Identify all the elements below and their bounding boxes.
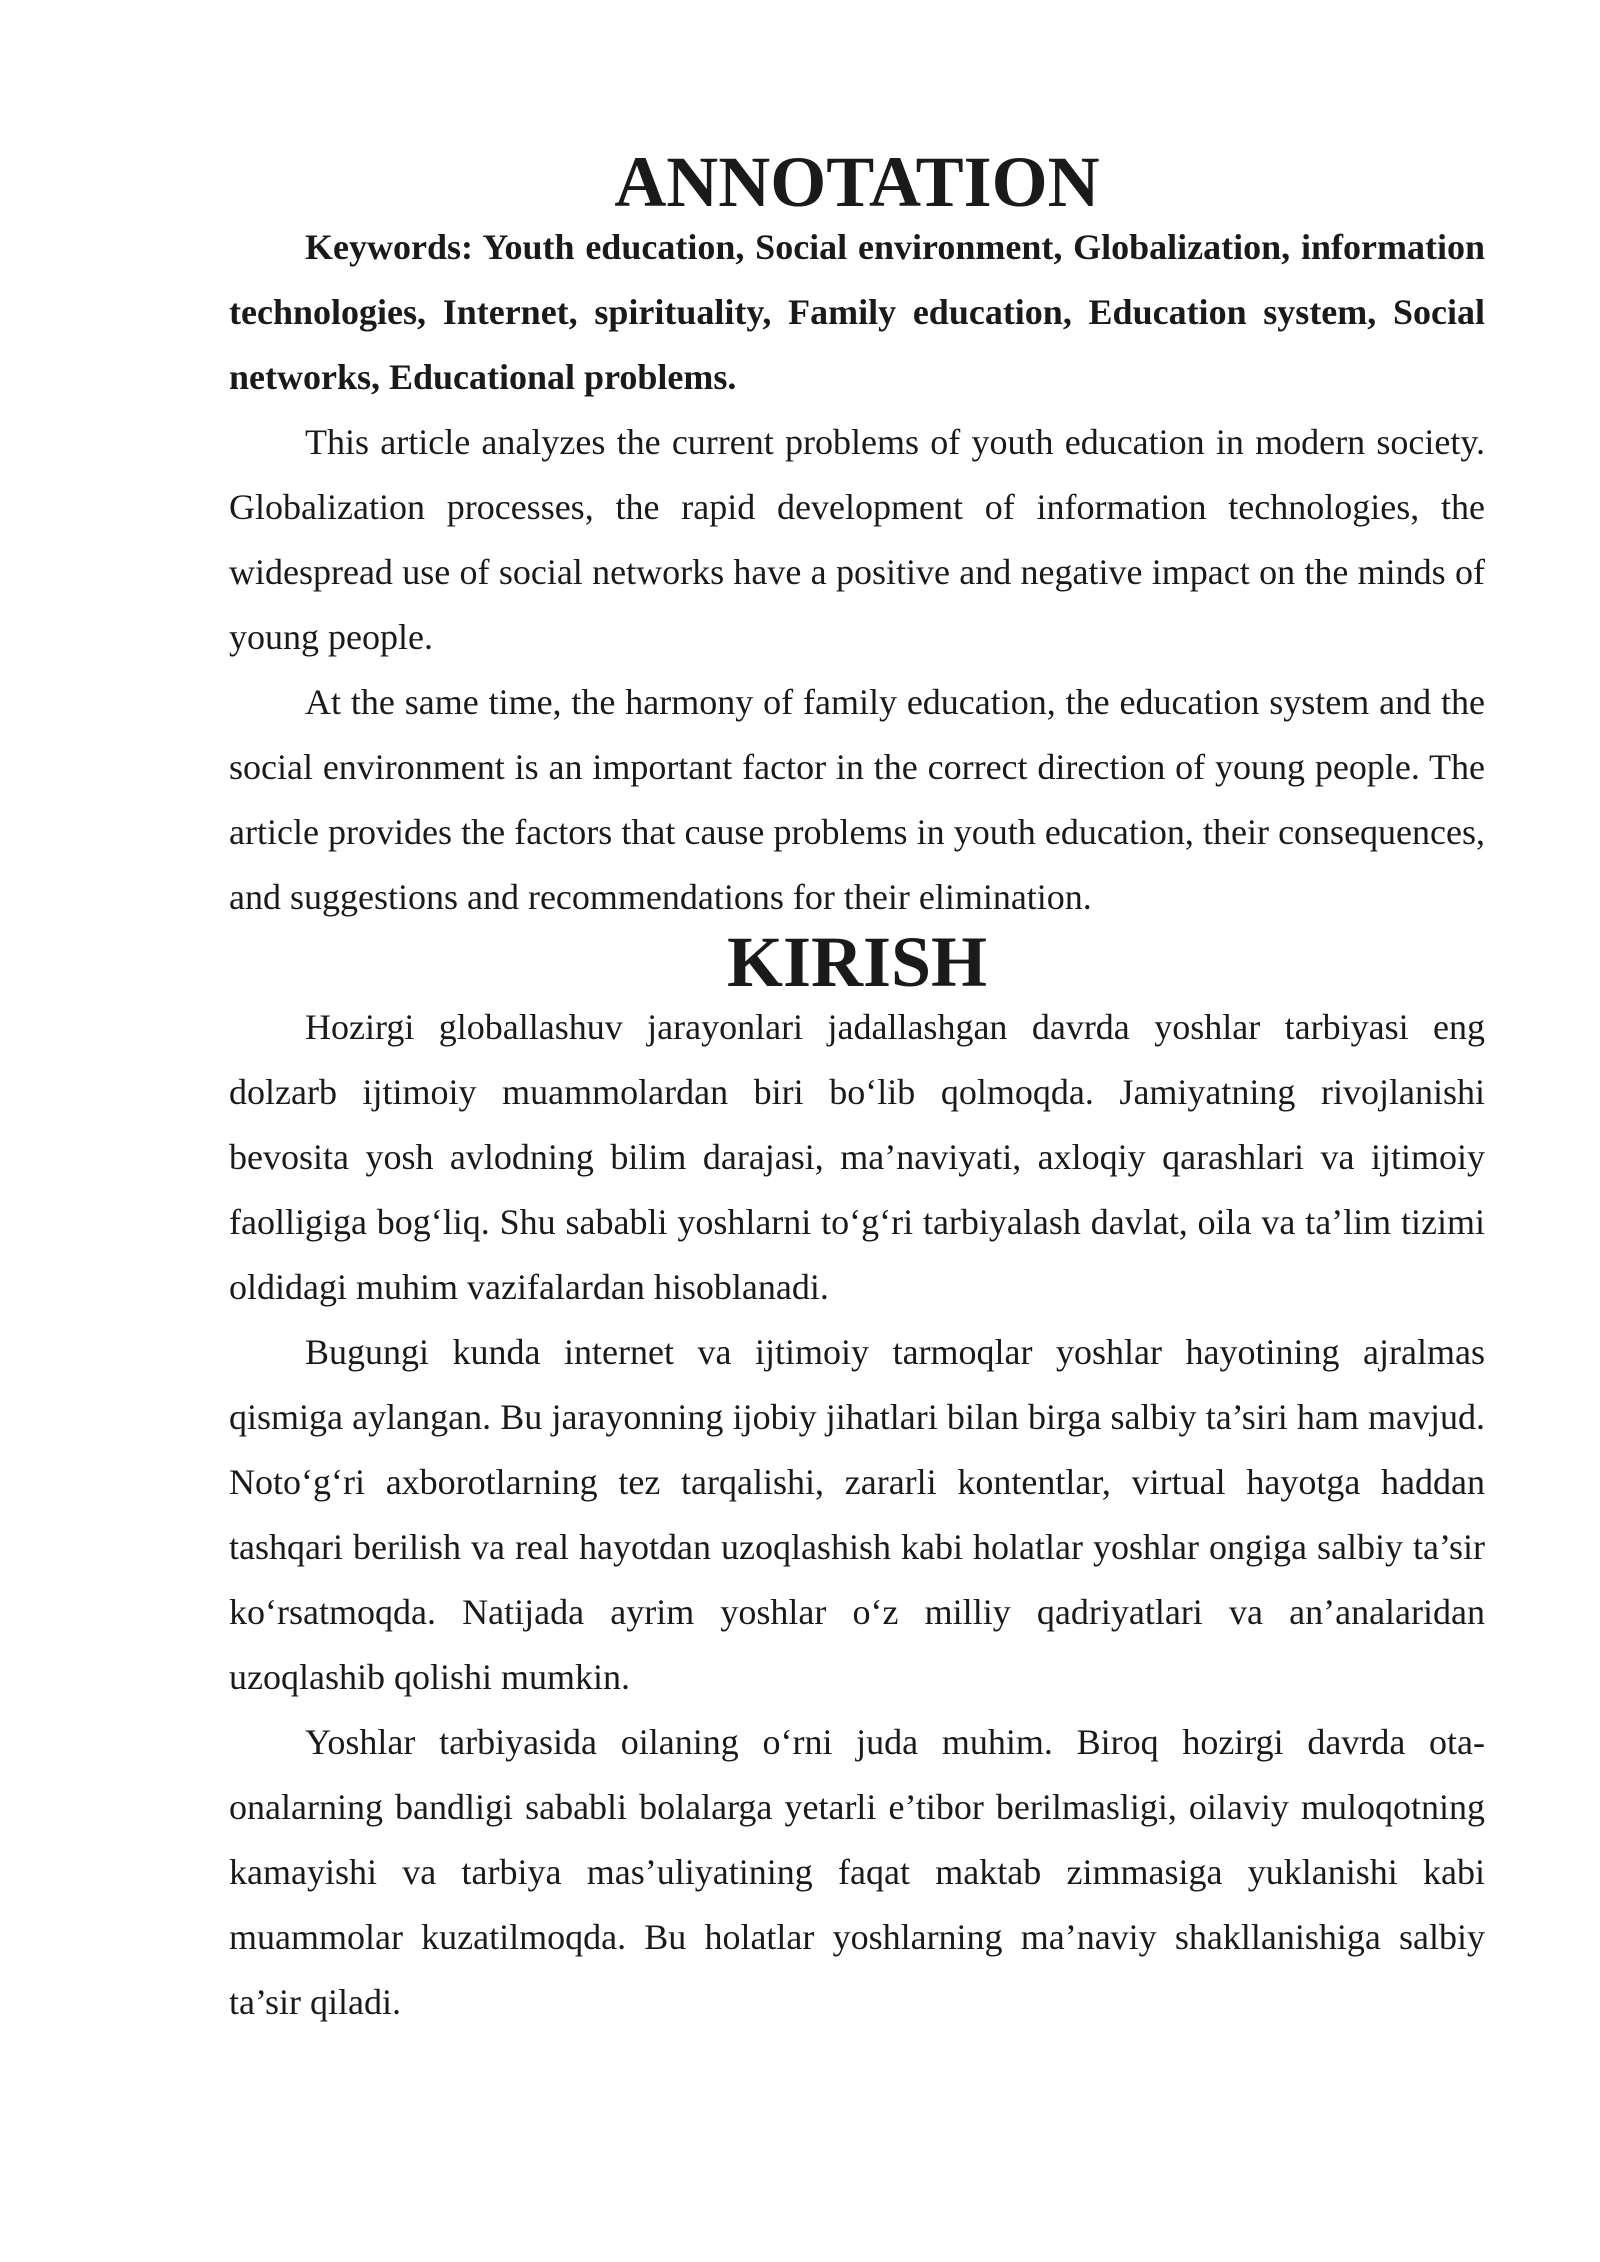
annotation-paragraph: This article analyzes the current problems of youth education in modern society. Globalization processes, the rapid development of information technologies, the widespread use of social networks have a positive and negative impact on the minds of young people. bbox=[229, 422, 1485, 657]
keywords-paragraph: Keywords: Youth education, Social environment, Globalization, information technologies, Internet, spirituality, Family education, Education system, Social networks, Educational problems. bbox=[229, 227, 1485, 397]
kirish-paragraph: Hozirgi globallashuv jarayonlari jadallashgan davrda yoshlar tarbiyasi eng dolzarb ijtimoiy muammolardan biri bo‘lib qolmoqda. Jamiyatning rivojlanishi bevosita yosh avlodning bilim darajasi, ma’naviyati, axloqiy qarashlari va ijtimoiy faolligiga bog‘liq. Shu sababli yoshlarni to‘g‘ri tarbiyalash davlat, oila va ta’lim tizimi oldidagi muhim vazifalardan hisoblanadi. bbox=[229, 1007, 1485, 1307]
kirish-paragraph: Bugungi kunda internet va ijtimoiy tarmoqlar yoshlar hayotining ajralmas qismiga aylangan. Bu jarayonning ijobiy jihatlari bilan birga salbiy ta’siri ham mavjud. Noto‘g‘ri axborotlarning tez tarqalishi, zararli kontentlar, virtual hayotga haddan tashqari berilish va real hayotdan uzoqlashish kabi holatlar yoshlar ongiga salbiy ta’sir ko‘rsatmoqda. Natijada ayrim yoshlar o‘z milliy qadriyatlari va an’analaridan uzoqlashib qolishi mumkin. bbox=[229, 1332, 1485, 1697]
annotation-heading: ANNOTATION bbox=[614, 142, 1100, 222]
kirish-paragraph: Yoshlar tarbiyasida oilaning o‘rni juda muhim. Biroq hozirgi davrda ota-onalarning bandligi sababli bolalarga yetarli e’tibor berilmasligi, oilaviy muloqotning kamayishi va tarbiya mas’uliyatining faqat maktab zimmasiga yuklanishi kabi muammolar kuzatilmoqda. Bu holatlar yoshlarning ma’naviy shakllanishiga salbiy ta’sir qiladi. bbox=[229, 1722, 1485, 2022]
kirish-heading: KIRISH bbox=[726, 922, 988, 1002]
document-page bbox=[229, 142, 1485, 2035]
annotation-paragraph: At the same time, the harmony of family education, the education system and the social environment is an important factor in the correct direction of young people. The article provides the factors that cause problems in youth education, their consequences, and suggestions and recommendations for their elimination. bbox=[229, 682, 1485, 917]
